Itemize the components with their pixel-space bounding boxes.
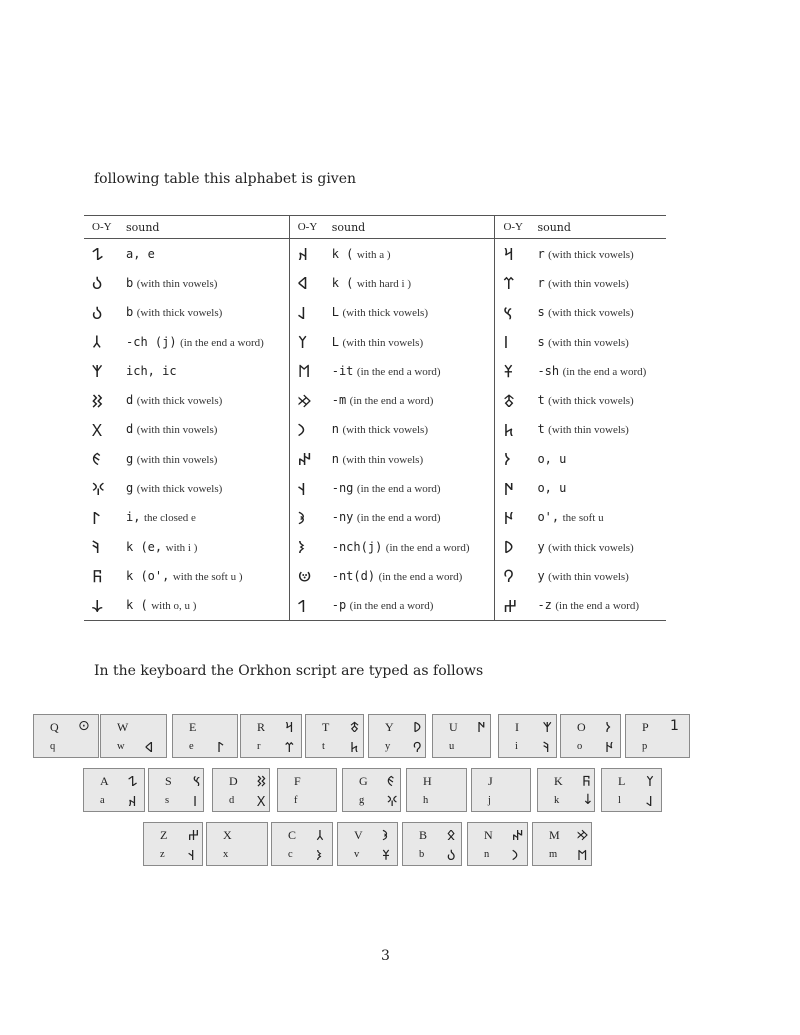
key-upper-glyph: ⊙	[78, 718, 90, 734]
orkhon-glyph: 𐰪	[297, 508, 305, 529]
key-upper-label: V	[354, 828, 363, 842]
orkhon-glyph: 𐰜	[92, 567, 103, 588]
sound-note: (in the end a word)	[180, 336, 264, 349]
orkhon-glyph: 𐰈	[503, 508, 514, 529]
sound-note: (in the end a word)	[356, 483, 441, 496]
key-upper-glyph: 𐰤	[512, 828, 524, 844]
table-row	[84, 356, 666, 385]
sound-cell	[126, 298, 289, 327]
sound-value: t	[537, 422, 545, 437]
orkhon-glyph: 𐰆	[503, 450, 511, 471]
key-j[interactable]	[471, 768, 531, 812]
key-lower-label: y	[385, 741, 391, 752]
key-lower-label: d	[229, 795, 235, 806]
key-lower-label: u	[449, 741, 455, 752]
key-y[interactable]	[368, 714, 426, 758]
key-lower-glyph: 𐰡	[577, 848, 588, 864]
sound-note: (with thick vowels)	[342, 307, 428, 320]
key-lower-label: o	[577, 741, 583, 752]
key-s[interactable]	[148, 768, 204, 812]
sound-note: (with thick vowels)	[548, 541, 634, 554]
key-upper-glyph: 1	[670, 718, 679, 734]
key-upper-glyph: 𐰋	[447, 828, 456, 844]
sound-value: -m	[331, 393, 347, 408]
sound-cell	[126, 356, 289, 385]
key-upper-label: F	[294, 774, 301, 788]
orkhon-glyph: 𐰉	[92, 274, 103, 295]
key-upper-glyph: 𐰔	[188, 828, 200, 844]
sound-cell	[332, 385, 495, 414]
page-number: 3	[381, 948, 390, 964]
table-row	[84, 385, 666, 414]
sound-value: k (	[126, 598, 148, 613]
orkhon-glyph: 𐰘	[503, 567, 514, 588]
sound-note: (with thick vowels)	[136, 307, 223, 320]
orkhon-glyph: 𐰯	[297, 596, 306, 617]
key-upper-glyph: 𐰺	[285, 720, 294, 736]
key-lower-label: n	[484, 849, 490, 860]
sound-note: (with thin vowels)	[548, 277, 629, 290]
table-row	[84, 473, 666, 502]
sound-cell	[537, 298, 666, 327]
orkhon-glyph: 𐰢	[297, 391, 312, 412]
key-w[interactable]	[100, 714, 167, 758]
key-upper-label: R	[257, 720, 266, 734]
orkhon-glyph: 𐰼	[503, 274, 514, 295]
sound-value: -ny	[331, 510, 354, 525]
table-row	[84, 591, 666, 621]
sound-cell	[537, 444, 666, 473]
sound-note: (in the end a word)	[562, 365, 647, 378]
orkhon-glyph: 𐰖	[503, 538, 514, 559]
key-upper-label: Y	[385, 720, 394, 734]
key-x[interactable]	[206, 822, 268, 866]
orkhon-glyph: 𐰡	[297, 362, 311, 383]
key-a[interactable]	[83, 768, 145, 812]
sound-cell	[332, 327, 495, 356]
table-row	[84, 444, 666, 473]
key-lower-label: p	[642, 741, 648, 752]
key-upper-label: H	[423, 774, 432, 788]
key-lower-label: h	[423, 795, 429, 806]
sound-value: o, u	[537, 481, 567, 496]
key-upper-label: L	[618, 774, 626, 788]
key-lower-glyph: 𐰭	[188, 848, 195, 864]
table-row	[84, 415, 666, 444]
key-upper-glyph: 𐱃	[350, 720, 360, 736]
key-lower-label: e	[189, 741, 194, 752]
sound-cell	[332, 356, 495, 385]
sound-value: a, e	[126, 246, 155, 261]
orkhon-glyph: 𐰴	[297, 245, 309, 266]
sound-cell	[537, 385, 666, 414]
alphabet-table	[84, 215, 666, 621]
key-lower-glyph: 𐰶	[145, 740, 154, 756]
sound-value: d	[126, 422, 134, 437]
orkhon-glyph: 𐰽	[503, 303, 513, 324]
sound-value: r	[537, 275, 545, 290]
sound-note: (in the end a word)	[356, 365, 441, 378]
key-f[interactable]	[277, 768, 337, 812]
key-upper-label: Q	[50, 720, 59, 734]
key-upper-label: D	[229, 774, 238, 788]
key-lower-glyph: 𐰓	[257, 794, 266, 810]
orkhon-glyph: 𐰃	[92, 508, 101, 529]
header-sound: sound	[537, 216, 666, 239]
sound-note: (with thin vowels)	[342, 453, 424, 466]
sound-value: -z	[537, 598, 552, 613]
orkhon-glyph: 𐰣	[297, 420, 306, 441]
key-e[interactable]	[172, 714, 238, 758]
sound-note: (with thin vowels)	[548, 424, 629, 437]
table-row	[84, 503, 666, 532]
sound-cell	[537, 327, 666, 356]
orkhon-glyph: 𐰚	[92, 538, 101, 559]
key-upper-glyph: 𐰏	[387, 774, 394, 790]
sound-cell	[332, 444, 495, 473]
key-lower-label: a	[100, 795, 105, 806]
orkhon-glyph: 𐰦	[297, 567, 312, 588]
key-upper-label: B	[419, 828, 428, 842]
sound-value: k (o',	[126, 568, 170, 583]
sound-cell	[332, 239, 495, 269]
sound-note: (with thin vowels)	[342, 336, 424, 349]
sound-cell	[332, 473, 495, 502]
orkhon-glyph: 𐱁	[503, 362, 514, 383]
key-upper-label: X	[223, 828, 232, 842]
sound-cell	[332, 591, 495, 621]
key-upper-label: S	[165, 774, 172, 788]
sound-value: y	[537, 539, 545, 554]
key-lower-glyph: 𐰉	[447, 848, 456, 864]
key-upper-glyph: 𐰁	[128, 774, 138, 790]
sound-note: (with thin vowels)	[136, 424, 218, 437]
sound-value: y	[537, 568, 545, 583]
key-lower-glyph: 𐰾	[193, 794, 198, 810]
orkhon-glyph: 𐰭	[297, 479, 306, 500]
key-upper-glyph: 𐰇	[477, 720, 486, 736]
key-lower-glyph: 𐰼	[285, 740, 294, 756]
sound-cell	[126, 532, 289, 561]
sound-value: k (	[331, 246, 354, 261]
key-upper-label: I	[515, 720, 519, 734]
key-upper-label: W	[117, 720, 129, 734]
key-upper-label: C	[288, 828, 297, 842]
orkhon-glyph: 𐰨	[297, 538, 305, 559]
sound-note: (with thick vowels)	[548, 395, 634, 408]
sound-value: r	[537, 246, 545, 261]
sound-cell	[126, 385, 289, 414]
orkhon-glyph: 𐱃	[503, 391, 515, 412]
sound-value: k (e,	[126, 539, 163, 554]
key-n[interactable]	[467, 822, 528, 866]
key-lower-label: m	[549, 849, 558, 860]
sound-note: (with thin vowels)	[548, 336, 629, 349]
sound-value: b	[126, 275, 134, 290]
table-row	[84, 327, 666, 356]
sound-value: ich, ic	[126, 363, 177, 378]
key-lower-glyph: 𐰣	[512, 848, 519, 864]
key-upper-label: N	[484, 828, 493, 842]
sound-value: o, u	[537, 451, 567, 466]
key-upper-label: J	[488, 774, 493, 788]
key-z[interactable]	[143, 822, 203, 866]
key-upper-glyph: 𐰽	[193, 774, 201, 790]
sound-cell	[537, 561, 666, 590]
key-upper-glyph: 𐰑	[257, 774, 266, 790]
header-oy: O-Y	[84, 216, 126, 239]
table-row	[84, 298, 666, 327]
key-lower-label: j	[488, 795, 491, 806]
sound-note: with a )	[356, 248, 391, 261]
header-sound: sound	[332, 216, 495, 239]
sound-cell	[537, 268, 666, 297]
key-upper-glyph: 𐰜	[582, 774, 591, 790]
orkhon-glyph: 𐰇	[503, 479, 514, 500]
orkhon-glyph: 𐰱	[92, 362, 103, 383]
sound-value: -ng	[331, 481, 354, 496]
key-upper-glyph: 𐰖	[413, 720, 422, 736]
orkhon-glyph: 𐰏	[92, 450, 101, 471]
sound-value: t	[537, 393, 545, 408]
key-lower-label: v	[354, 849, 360, 860]
sound-cell	[332, 415, 495, 444]
sound-note: (in the end a word)	[349, 600, 434, 613]
key-upper-glyph: 𐰲	[316, 828, 324, 844]
key-lower-label: t	[322, 741, 325, 752]
key-upper-glyph: 𐰢	[577, 828, 588, 844]
sound-cell	[126, 444, 289, 473]
key-lower-glyph: 𐱅	[350, 740, 359, 756]
key-h[interactable]	[406, 768, 467, 812]
key-lower-glyph: 𐰴	[128, 794, 137, 810]
orkhon-glyph: 𐰉	[92, 303, 103, 324]
sound-note: with o, u )	[151, 600, 197, 613]
table-row	[84, 268, 666, 297]
keyboard-intro-text: In the keyboard the Orkhon script are typed as follows	[94, 663, 484, 679]
key-upper-label: A	[100, 774, 109, 788]
table-row	[84, 239, 666, 269]
orkhon-glyph: 𐰑	[92, 391, 103, 412]
sound-cell	[537, 473, 666, 502]
sound-note: (with thin vowels)	[136, 453, 218, 466]
sound-value: s	[537, 305, 545, 320]
key-lower-label: b	[419, 849, 425, 860]
table-row	[84, 532, 666, 561]
sound-note: (in the end a word)	[356, 512, 441, 525]
sound-value: g	[126, 481, 134, 496]
sound-note: (in the end a word)	[555, 600, 640, 613]
sound-value: s	[537, 334, 545, 349]
sound-value: L	[331, 334, 339, 349]
orkhon-glyph: 𐰸	[92, 596, 103, 617]
key-m[interactable]	[532, 822, 592, 866]
key-upper-label: E	[189, 720, 197, 734]
key-lower-label: z	[160, 849, 165, 860]
key-o[interactable]	[560, 714, 621, 758]
key-p[interactable]	[625, 714, 690, 758]
orkhon-glyph: 𐰾	[503, 333, 509, 354]
sound-note: (with thick vowels)	[548, 307, 634, 320]
key-upper-glyph: 𐰠	[646, 774, 654, 790]
key-v[interactable]	[337, 822, 398, 866]
sound-value: k (	[331, 275, 354, 290]
sound-note: the soft u	[562, 512, 604, 525]
key-i[interactable]	[498, 714, 557, 758]
sound-note: (with thin vowels)	[136, 277, 218, 290]
table-header-row	[84, 216, 666, 239]
sound-note: the closed e	[143, 512, 196, 525]
sound-note: (in the end a word)	[378, 570, 463, 583]
orkhon-glyph: 𐰁	[92, 245, 104, 266]
key-lower-label: l	[618, 795, 621, 806]
key-upper-label: Z	[160, 828, 168, 842]
sound-value: i,	[126, 510, 141, 525]
sound-cell	[126, 239, 289, 269]
sound-cell	[537, 503, 666, 532]
orkhon-glyph: 𐰍	[92, 479, 105, 500]
key-lower-label: c	[288, 849, 293, 860]
sound-value: -nt(d)	[331, 568, 376, 583]
key-r[interactable]	[240, 714, 302, 758]
key-lower-label: r	[257, 741, 261, 752]
sound-note: (with thin vowels)	[548, 570, 629, 583]
sound-value: n	[331, 422, 339, 437]
sound-cell	[332, 298, 495, 327]
key-lower-label: f	[294, 795, 298, 806]
sound-cell	[537, 591, 666, 621]
orkhon-glyph: 𐰠	[297, 333, 308, 354]
sound-note: with hard i )	[356, 277, 411, 290]
key-lower-label: i	[515, 741, 518, 752]
key-upper-label: O	[577, 720, 586, 734]
sound-cell	[332, 268, 495, 297]
sound-value: -sh	[537, 363, 560, 378]
key-upper-label: T	[322, 720, 330, 734]
sound-cell	[537, 239, 666, 269]
key-lower-glyph: 𐰍	[387, 794, 398, 810]
orkhon-glyph: 𐰲	[92, 333, 102, 354]
sound-cell	[332, 561, 495, 590]
key-d[interactable]	[212, 768, 270, 812]
sound-cell	[537, 415, 666, 444]
key-lower-label: s	[165, 795, 170, 806]
sound-value: b	[126, 305, 134, 320]
sound-cell	[126, 561, 289, 590]
key-l[interactable]	[601, 768, 662, 812]
sound-cell	[537, 356, 666, 385]
sound-note: (in the end a word)	[385, 541, 470, 554]
sound-note: (with thick vowels)	[136, 483, 223, 496]
key-upper-label: K	[554, 774, 563, 788]
sound-cell	[332, 503, 495, 532]
sound-value: n	[331, 451, 339, 466]
sound-note: (with thick vowels)	[342, 424, 428, 437]
key-lower-glyph: 𐰈	[605, 740, 614, 756]
sound-value: o',	[537, 510, 560, 525]
sound-cell	[126, 268, 289, 297]
key-lower-label: g	[359, 795, 365, 806]
key-lower-glyph: 𐰨	[316, 848, 322, 864]
orkhon-glyph: 𐰓	[92, 420, 102, 441]
key-upper-glyph: 𐰱	[543, 720, 552, 736]
sound-cell	[126, 591, 289, 621]
key-lower-label: w	[117, 741, 125, 752]
orkhon-glyph: 𐰤	[297, 450, 312, 471]
key-q[interactable]	[33, 714, 99, 758]
sound-value: g	[126, 451, 134, 466]
key-lower-glyph: 𐱁	[382, 848, 391, 864]
sound-note: with the soft u )	[172, 570, 243, 583]
sound-cell	[126, 503, 289, 532]
key-k[interactable]	[537, 768, 595, 812]
key-g[interactable]	[342, 768, 401, 812]
key-lower-glyph: 𐰃	[217, 740, 224, 756]
sound-note: (with thick vowels)	[136, 395, 223, 408]
sound-value: -nch(j)	[331, 539, 383, 554]
key-c[interactable]	[271, 822, 333, 866]
key-upper-label: P	[642, 720, 649, 734]
key-lower-glyph: 𐰘	[413, 740, 422, 756]
sound-cell	[126, 415, 289, 444]
key-upper-label: G	[359, 774, 368, 788]
key-lower-label: x	[223, 849, 229, 860]
key-t[interactable]	[305, 714, 364, 758]
key-upper-glyph: 𐰪	[382, 828, 388, 844]
sound-note: (with thick vowels)	[548, 248, 634, 261]
key-lower-label: k	[554, 795, 560, 806]
key-lower-label: q	[50, 741, 56, 752]
key-lower-glyph: 𐰚	[543, 740, 550, 756]
sound-cell	[332, 532, 495, 561]
orkhon-glyph: 𐱅	[503, 420, 514, 441]
sound-value: -p	[331, 598, 347, 613]
key-upper-label: M	[549, 828, 560, 842]
key-lower-glyph: 𐰞	[646, 794, 653, 810]
key-upper-label: U	[449, 720, 458, 734]
table-row	[84, 561, 666, 590]
sound-cell	[537, 532, 666, 561]
header-sound: sound	[126, 216, 289, 239]
orkhon-glyph: 𐰔	[503, 596, 517, 617]
orkhon-glyph: 𐰞	[297, 303, 306, 324]
header-oy: O-Y	[289, 216, 332, 239]
sound-cell	[126, 327, 289, 356]
sound-value: L	[331, 305, 339, 320]
orkhon-glyph: 𐰺	[503, 245, 514, 266]
intro-text: following table this alphabet is given	[94, 171, 357, 187]
key-u[interactable]	[432, 714, 491, 758]
sound-note: (in the end a word)	[349, 395, 434, 408]
key-upper-glyph: 𐰆	[605, 720, 611, 736]
sound-cell	[126, 473, 289, 502]
orkhon-glyph: 𐰶	[297, 274, 308, 295]
sound-value: -it	[331, 363, 354, 378]
key-lower-glyph: ↓	[582, 792, 594, 808]
header-oy: O-Y	[495, 216, 538, 239]
sound-value: d	[126, 393, 134, 408]
sound-note: with i )	[165, 541, 198, 554]
key-b[interactable]	[402, 822, 462, 866]
sound-value: -ch (j)	[126, 334, 177, 349]
